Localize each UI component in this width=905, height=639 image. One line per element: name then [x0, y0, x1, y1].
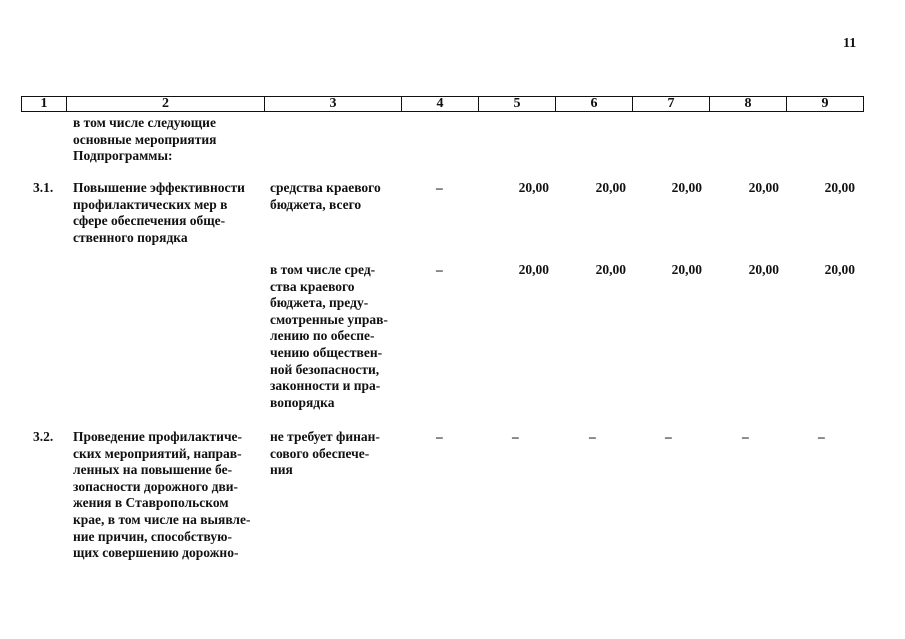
funding-source: средства краевого бюджета, всего	[270, 180, 381, 212]
column-header-6: 6	[556, 97, 633, 112]
col9-value: –	[818, 429, 825, 444]
col7-value: 20,00	[671, 262, 702, 277]
col9-value: 20,00	[824, 262, 855, 277]
col6-value: 20,00	[595, 262, 626, 277]
page-number: 11	[843, 36, 857, 51]
col5-value: –	[512, 429, 519, 444]
row-number: 3.2.	[33, 429, 54, 444]
column-header-7: 7	[633, 97, 710, 112]
column-header-9: 9	[787, 97, 864, 112]
row-number: 3.1.	[33, 180, 54, 195]
funding-source: в том числе сред- ства краевого бюджета, преду- смотренные управ- лению по обеспе- чению обществен- ной безопасности, законности и пра- вопорядка	[270, 262, 388, 410]
column-header-3: 3	[265, 97, 402, 112]
col8-value: 20,00	[748, 180, 779, 195]
column-header-5: 5	[479, 97, 556, 112]
col6-value: 20,00	[595, 180, 626, 195]
row-title: Проведение профилактиче- ских мероприятий, направ- ленных на повышение бе- зопасности дорожного дви- жения в Ставропольском крае, в том числе на выявле- ние причин, способствую- щих совершению дорожно-	[73, 429, 251, 561]
row-title: Повышение эффективности профилактических мер в сфере обеспечения обще- ственного порядка	[73, 180, 245, 245]
intro-text: в том числе следующие основные мероприятия Подпрограммы:	[73, 115, 217, 164]
col7-value: –	[665, 429, 672, 444]
col5-value: 20,00	[518, 180, 549, 195]
column-header-2: 2	[67, 97, 265, 112]
col8-value: 20,00	[748, 262, 779, 277]
col7-value: 20,00	[671, 180, 702, 195]
col4-value: –	[436, 429, 443, 444]
col9-value: 20,00	[824, 180, 855, 195]
col4-value: –	[436, 180, 443, 195]
col4-value: –	[436, 262, 443, 277]
funding-source: не требует финан- сового обеспече- ния	[270, 429, 380, 478]
col5-value: 20,00	[518, 262, 549, 277]
col6-value: –	[589, 429, 596, 444]
col8-value: –	[742, 429, 749, 444]
column-header-table	[21, 96, 864, 112]
column-header-8: 8	[710, 97, 787, 112]
column-header-1: 1	[22, 97, 67, 112]
column-header-4: 4	[402, 97, 479, 112]
